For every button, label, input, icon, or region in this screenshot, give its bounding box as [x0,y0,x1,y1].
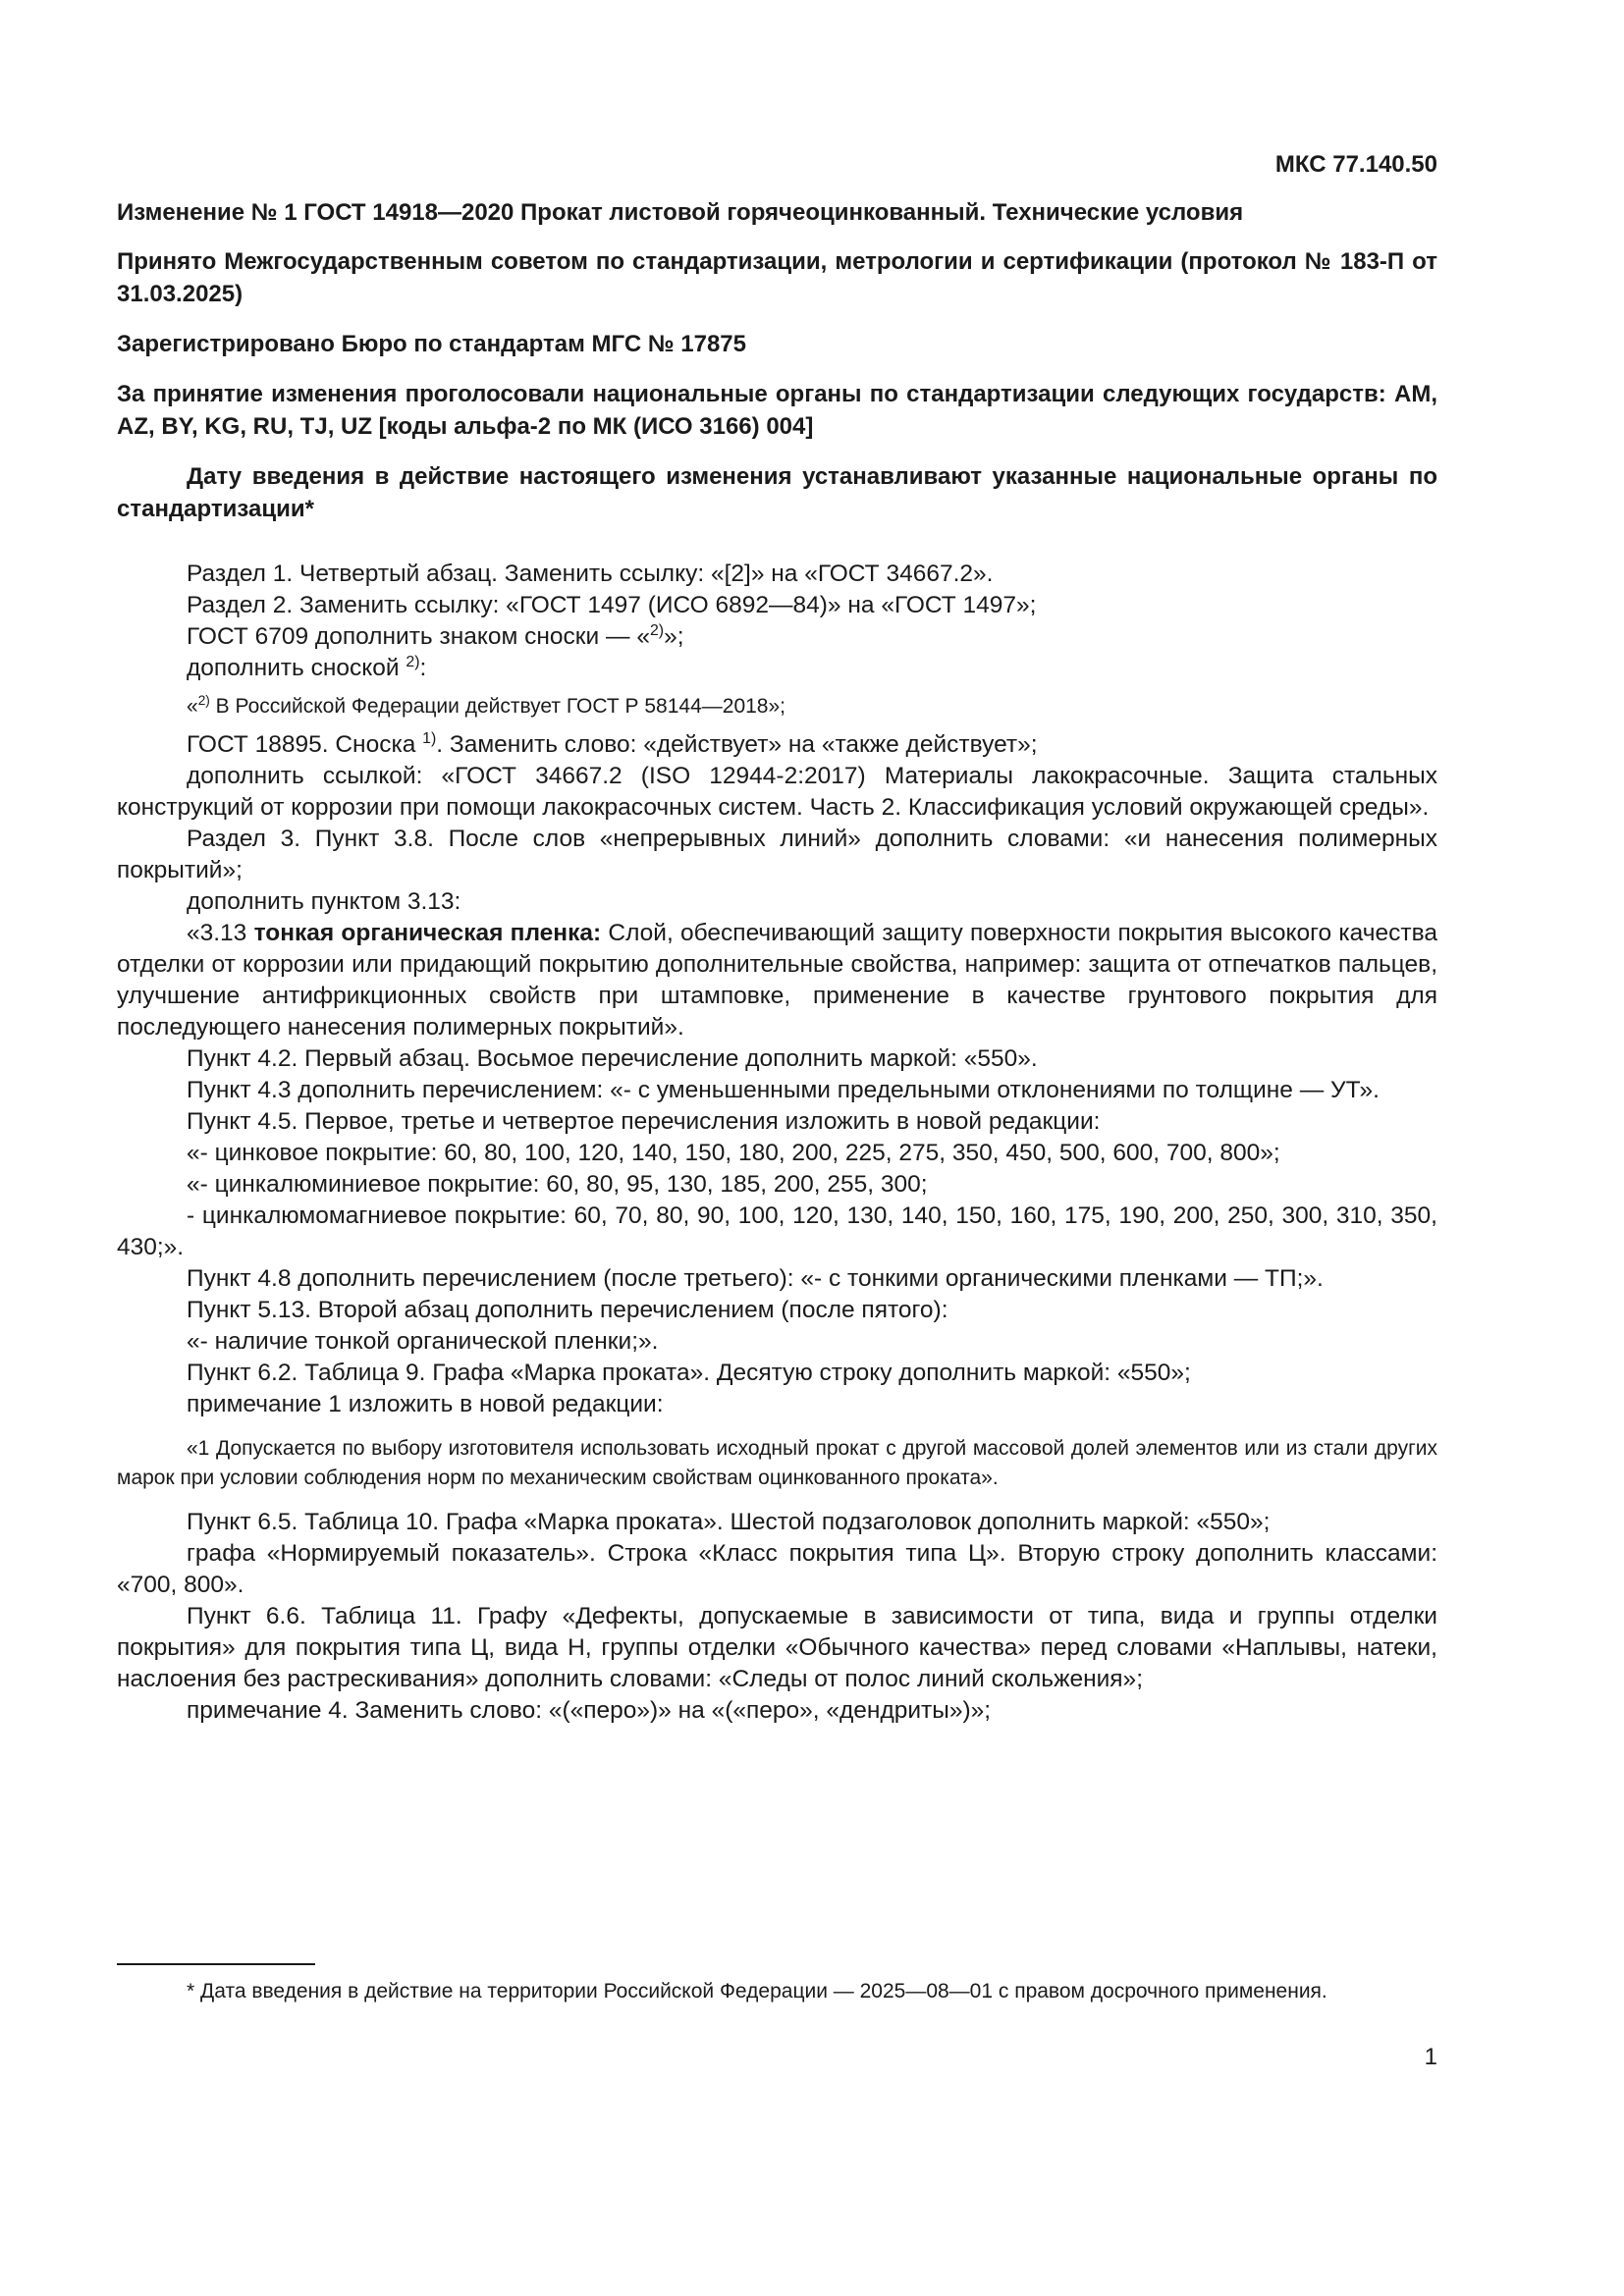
footnote: * Дата введения в действие на территории Российской Федерации — 2025—08—01 с правом досрочного применения. [187,1980,1327,2002]
paragraph: дополнить ссылкой: «ГОСТ 34667.2 (ISO 12944-2:2017) Материалы лакокрасочные. Защита стальных конструкций от коррозии при помощи лакокрасочных систем. Часть 2. Классификация условий окружающей среды». [117,763,1437,821]
paragraph: Пункт 4.2. Первый абзац. Восьмое перечисление дополнить маркой: «550». [187,1045,1038,1072]
paragraph: Пункт 6.2. Таблица 9. Графа «Марка проката». Десятую строку дополнить маркой: «550»; [187,1360,1191,1386]
page-number: 1 [1424,2044,1437,2070]
voted-states: За принятие изменения проголосовали национальные органы по стандартизации следующих государств: AM, AZ, BY, KG, RU, TJ, UZ [коды альфа-2 по МК (ИСО 3166) 004] [117,381,1437,440]
paragraph: ГОСТ 6709 дополнить знаком сноски — «$^{2)}$»; [187,621,684,650]
footnote-mark: 2) [406,653,420,670]
paragraph: Раздел 2. Заменить ссылку: «ГОСТ 1497 (ИСО 6892—84)» на «ГОСТ 1497»; [187,592,1037,618]
footnote-mark: 2) [197,693,210,708]
effective-date-intro: Дату введения в действие настоящего изменения устанавливают указанные национальные органы по стандартизации* [117,463,1437,522]
registered-note: Зарегистрировано Бюро по стандартам МГС № 17875 [117,331,746,357]
paragraph: «- цинковое покрытие: 60, 80, 100, 120, 140, 150, 180, 200, 225, 275, 350, 450, 500, 600, 700, 800»; [187,1140,1280,1166]
paragraph: графа «Нормируемый показатель». Строка «Класс покрытия типа Ц». Вторую строку дополнить классами: «700, 800». [117,1540,1437,1598]
paragraph: Пункт 6.6. Таблица 11. Графу «Дефекты, допускаемые в зависимости от типа, вида и группы отделки покрытия» для покрытия типа Ц, вида Н, группы отделки «Обычного качества» перед словами «Наплывы, натеки, наслоения без растрескивания» дополнить словами: «Следы от полос линий скольжения»; [117,1603,1437,1692]
mks-code: МКС 77.140.50 [1274,151,1437,178]
paragraph: дополнить пунктом 3.13: [187,888,461,915]
amendment-title: Изменение № 1 ГОСТ 14918—2020 Прокат листовой горячеоцинкованный. Технические условия [117,199,1244,226]
paragraph: Пункт 5.13. Второй абзац дополнить перечислением (после пятого): [187,1297,948,1323]
footnote-mark: 1) [422,729,437,747]
paragraph: «- цинкалюминиевое покрытие: 60, 80, 95, 130, 185, 200, 255, 300; [187,1171,928,1198]
accepted-by: Принято Межгосударственным советом по стандартизации, метрологии и сертификации (протокол № 183-П от 31.03.2025) [117,248,1437,307]
paragraph: ГОСТ 18895. Сноска $^{1)}$. Заменить слово: «действует» на «также действует»; [187,729,1038,758]
footnote-divider [117,1963,315,1965]
footnote-text-quote: «$^{2)}$ В Российской Федерации действует ГОСТ Р 58144—2018»; [187,693,785,718]
paragraph: дополнить сноской $^{2)}$: [187,653,427,681]
defined-term: тонкая органическая пленка: [253,920,602,946]
paragraph: Пункт 4.8 дополнить перечислением (после третьего): «- с тонкими органическими пленками — ТП;». [187,1265,1324,1292]
paragraph: Пункт 4.5. Первое, третье и четвертое перечисления изложить в новой редакции: [187,1108,1101,1135]
note-text-quote: «1 Допускается по выбору изготовителя использовать исходный прокат с другой массовой долей элементов или из стали других марок при условии соблюдения норм по механическим свойствам оцинкованного проката». [117,1437,1437,1489]
paragraph: примечание 4. Заменить слово: «(«перо»)» на «(«перо», «дендриты»)»; [187,1697,992,1724]
document-page [117,0,1437,2296]
paragraph: - цинкалюмомагниевое покрытие: 60, 70, 80, 90, 100, 120, 130, 140, 150, 160, 175, 190, 200, 250, 300, 310, 350, 430;». [117,1202,1437,1260]
paragraph: Пункт 6.5. Таблица 10. Графа «Марка проката». Шестой подзаголовок дополнить маркой: «550»; [187,1509,1271,1535]
paragraph: Раздел 3. Пункт 3.8. После слов «непрерывных линий» дополнить словами: «и нанесения полимерных покрытий»; [117,826,1437,883]
paragraph: Пункт 4.3 дополнить перечислением: «- с уменьшенными предельными отклонениями по толщине — УТ». [187,1077,1380,1103]
paragraph: примечание 1 изложить в новой редакции: [187,1391,664,1417]
definition-3-13: «3.13 тонкая органическая пленка: Слой, обеспечивающий защиту поверхности покрытия высокого качества отделки от коррозии или придающий покрытию дополнительные свойства, например: защита от отпечатков пальцев, улучшение антифрикционных свойств при штамповке, применение в качестве грунтового покрытия для последующего нанесения полимерных покрытий». [117,920,1437,1041]
footnote-mark: 2) [649,621,665,639]
paragraph: Раздел 1. Четвертый абзац. Заменить ссылку: «[2]» на «ГОСТ 34667.2». [187,561,994,587]
amendment-body [117,559,1437,1727]
paragraph: «- наличие тонкой органической пленки;». [187,1328,659,1355]
